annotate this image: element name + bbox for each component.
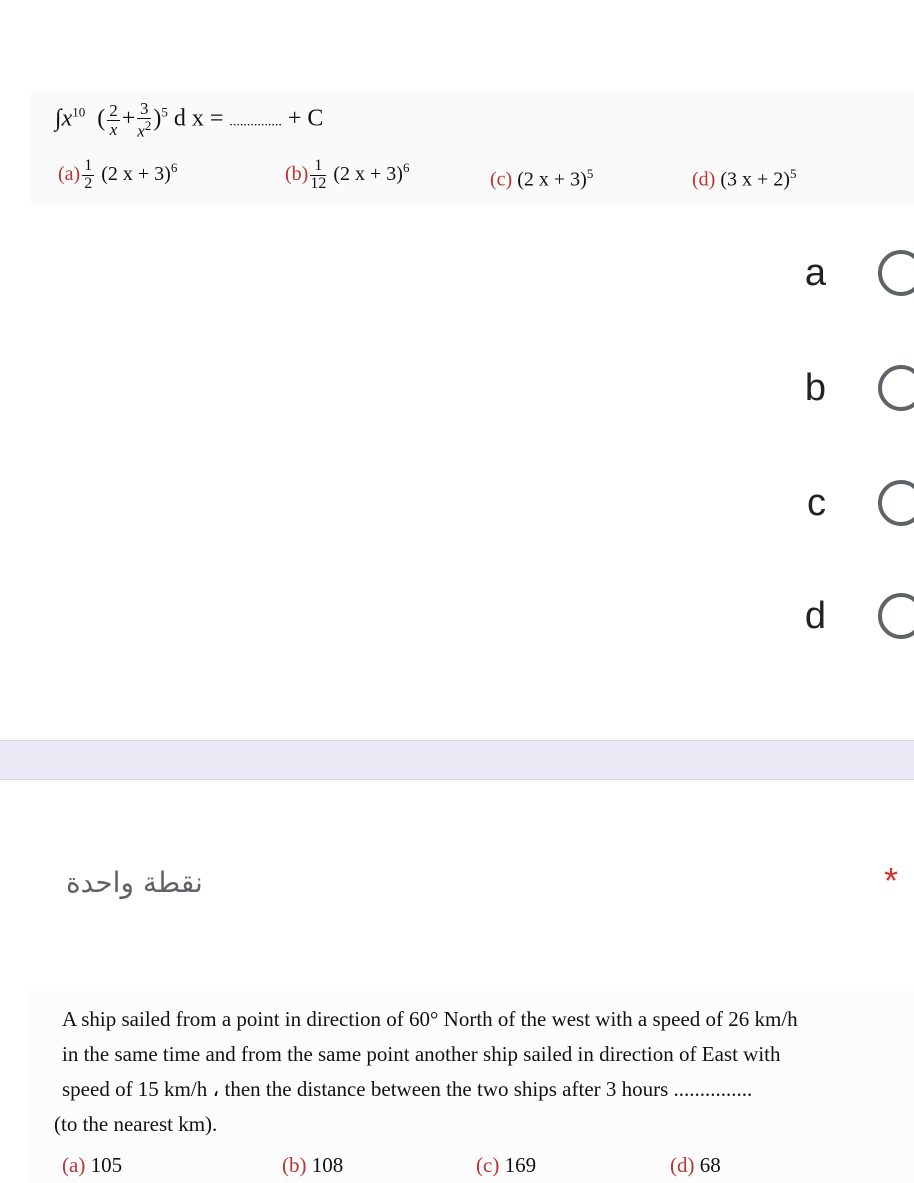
question2-text: [54, 1002, 902, 1142]
q2-line-3: speed of 15 km/h ، then the distance between the two ships after 3 hours ...............: [62, 1077, 753, 1101]
points-label: نقطة واحدة: [66, 866, 203, 899]
q2-option-c: (c) 169: [476, 1153, 537, 1177]
q1-option-d: (d) (3 x + 2)$^5$: [692, 166, 797, 191]
radio-b[interactable]: [878, 365, 914, 411]
choice-a-label: a: [804, 252, 826, 294]
choice-b-label: b: [804, 367, 826, 409]
q2-line-1: A ship sailed from a point in direction of 60° North of the west with a speed of 26 km/h: [62, 1007, 798, 1031]
choice-d[interactable]: [714, 587, 914, 657]
section-separator: [0, 740, 914, 780]
choice-d-label: d: [804, 595, 826, 637]
q1-option-c: (c) (2 x + 3)$^5$: [490, 166, 594, 191]
choice-b[interactable]: [714, 359, 914, 429]
q2-line-4: (to the nearest km).: [54, 1112, 218, 1136]
radio-c[interactable]: [878, 480, 914, 526]
radio-d[interactable]: [878, 593, 914, 639]
q2-option-d: (d) 68: [670, 1153, 721, 1177]
choice-c[interactable]: [714, 474, 914, 544]
q1-option-b: (b) $\frac{1}{12}$ (2 x + 3)$^6$: [285, 157, 410, 192]
required-asterisk: *: [884, 860, 899, 901]
integral-expression: $\int x^{10}$ ( $\frac{2}{x}$ + $\frac{3}{x^2}$ )$^5$ d x = ............... + C: [55, 99, 324, 141]
q1-option-a: (a) $\frac{1}{2}$ (2 x + 3)$^6$: [58, 157, 178, 192]
q2-line-2: in the same time and from the same point another ship sailed in direction of East with: [62, 1042, 781, 1066]
choice-a[interactable]: [714, 244, 914, 314]
q2-option-b: (b) 108: [282, 1153, 344, 1177]
q2-option-a: (a) 105: [62, 1153, 123, 1177]
radio-a[interactable]: [878, 250, 914, 296]
choice-c-label: c: [807, 482, 826, 524]
